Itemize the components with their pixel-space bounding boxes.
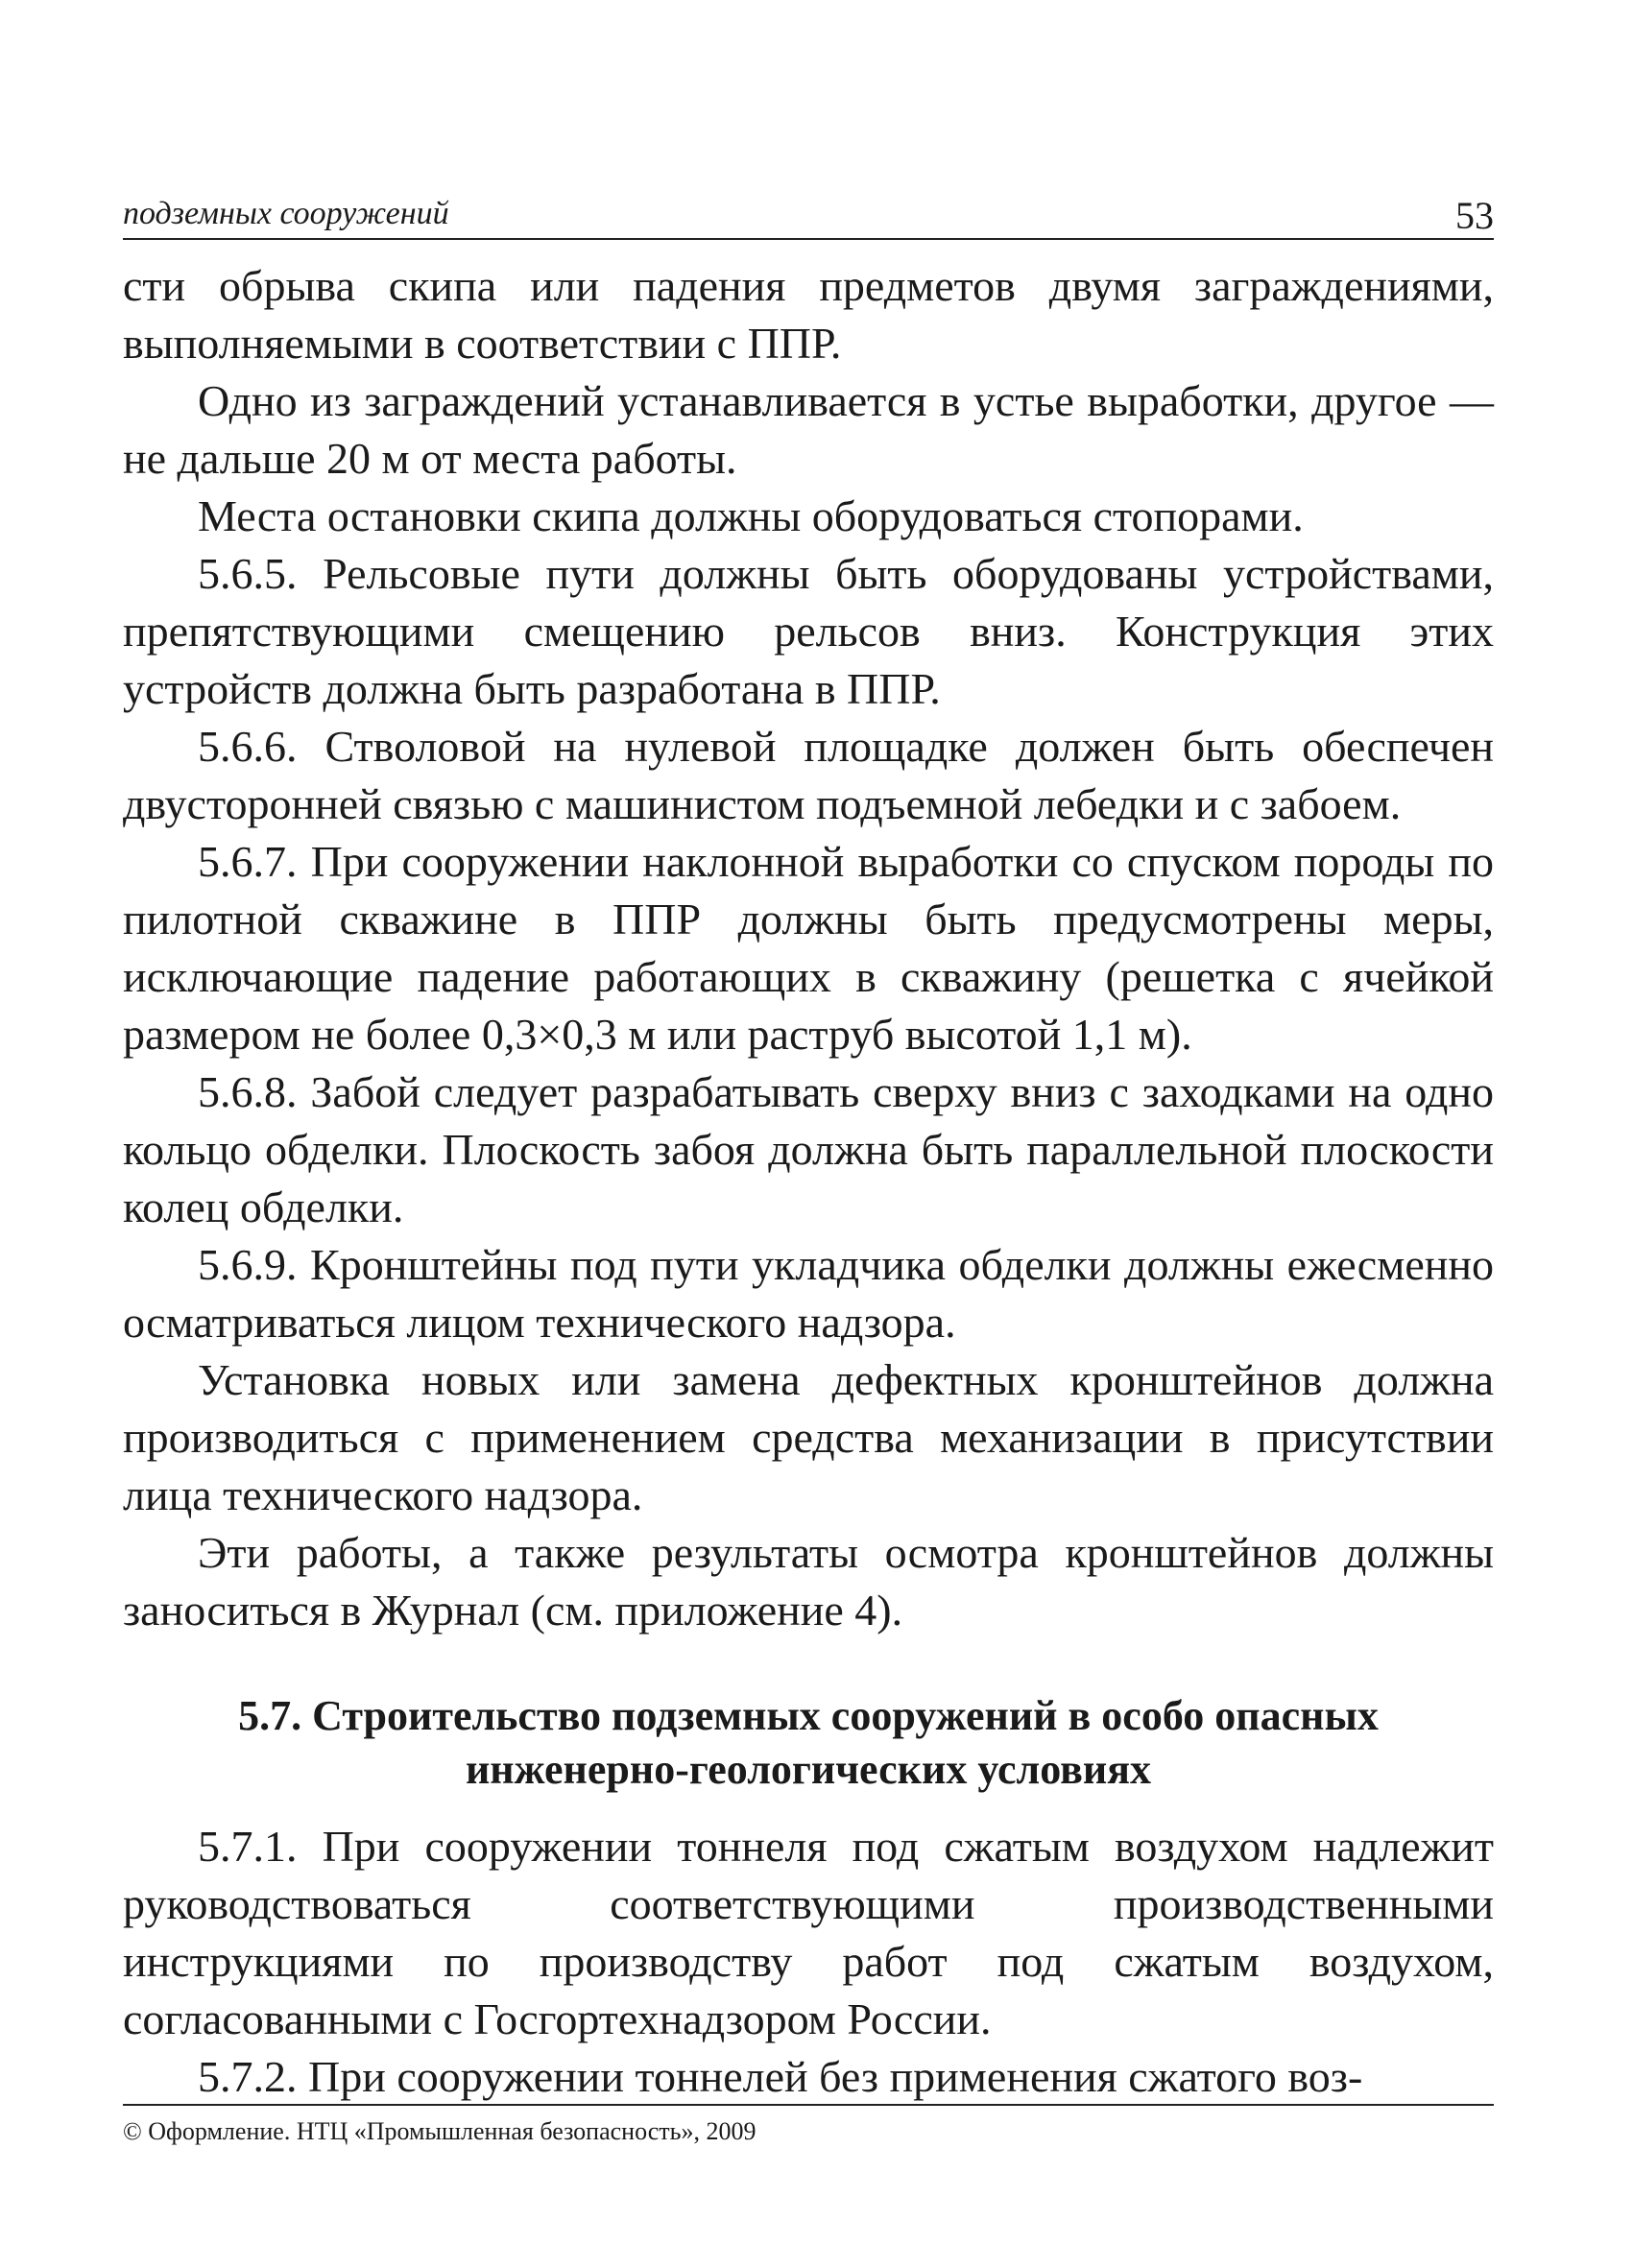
paragraph: Эти работы, а также результаты осмотра кронштейнов должны заноситься в Журнал (см. приложение 4).	[123, 1528, 1494, 1635]
copyright-notice: © Оформление. НТЦ «Промышленная безопасность», 2009	[123, 2117, 756, 2145]
paragraph: 5.6.8. Забой следует разрабатывать сверху вниз с заходками на одно кольцо обделки. Плоскость забоя должна быть параллельной плоскости колец обделки.	[123, 1067, 1494, 1231]
page-footer	[123, 2104, 1494, 2146]
paragraph: Места остановки скипа должны оборудоваться стопорами.	[198, 491, 1304, 540]
paragraph: 5.6.5. Рельсовые пути должны быть оборудованы устройствами, препятствующими смещению рельсов вниз. Конструкция этих устройств должна быть разработана в ППР.	[123, 549, 1494, 713]
paragraph: Одно из заграждений устанавливается в устье выработки, другое — не дальше 20 м от места работы.	[123, 376, 1494, 483]
paragraph: 5.6.7. При сооружении наклонной выработки со спуском породы по пилотной скважине в ППР должны быть предусмотрены меры, исключающие падение работающих в скважину (решетка с ячейкой размером не более 0,3×0,3 м или раструб высотой 1,1 м).	[123, 837, 1494, 1059]
document-body	[123, 257, 1494, 2106]
paragraph: 5.6.6. Стволовой на нулевой площадке должен быть обеспечен двусторонней связью с машинистом подъемной лебедки и с забоем.	[123, 722, 1494, 828]
page-number: 53	[1455, 194, 1494, 237]
section-heading: 5.7. Строительство подземных сооружений в особо опасных инженерно-геологических условиях	[238, 1692, 1379, 1793]
paragraph: 5.6.9. Кронштейны под пути укладчика обделки должны ежесменно осматриваться лицом технического надзора.	[123, 1240, 1494, 1347]
paragraph: Установка новых или замена дефектных кронштейнов должна производиться с применением средства механизации в присутствии лица технического надзора.	[123, 1355, 1494, 1519]
paragraph: 5.7.1. При сооружении тоннеля под сжатым воздухом надлежит руководствоваться соответствующими производственными инструкциями по производству работ под сжатым воздухом, согласованными с Госгортехнадзором России.	[123, 1822, 1494, 2043]
running-title: подземных сооружений	[123, 196, 449, 231]
paragraph: сти обрыва скипа или падения предметов двумя заграждениями, выполняемыми в соответствии с ППР.	[123, 261, 1494, 368]
document-page	[123, 182, 1494, 2106]
running-header	[123, 182, 1494, 240]
paragraph: 5.7.2. При сооружении тоннелей без применения сжатого воз-	[198, 2052, 1363, 2101]
